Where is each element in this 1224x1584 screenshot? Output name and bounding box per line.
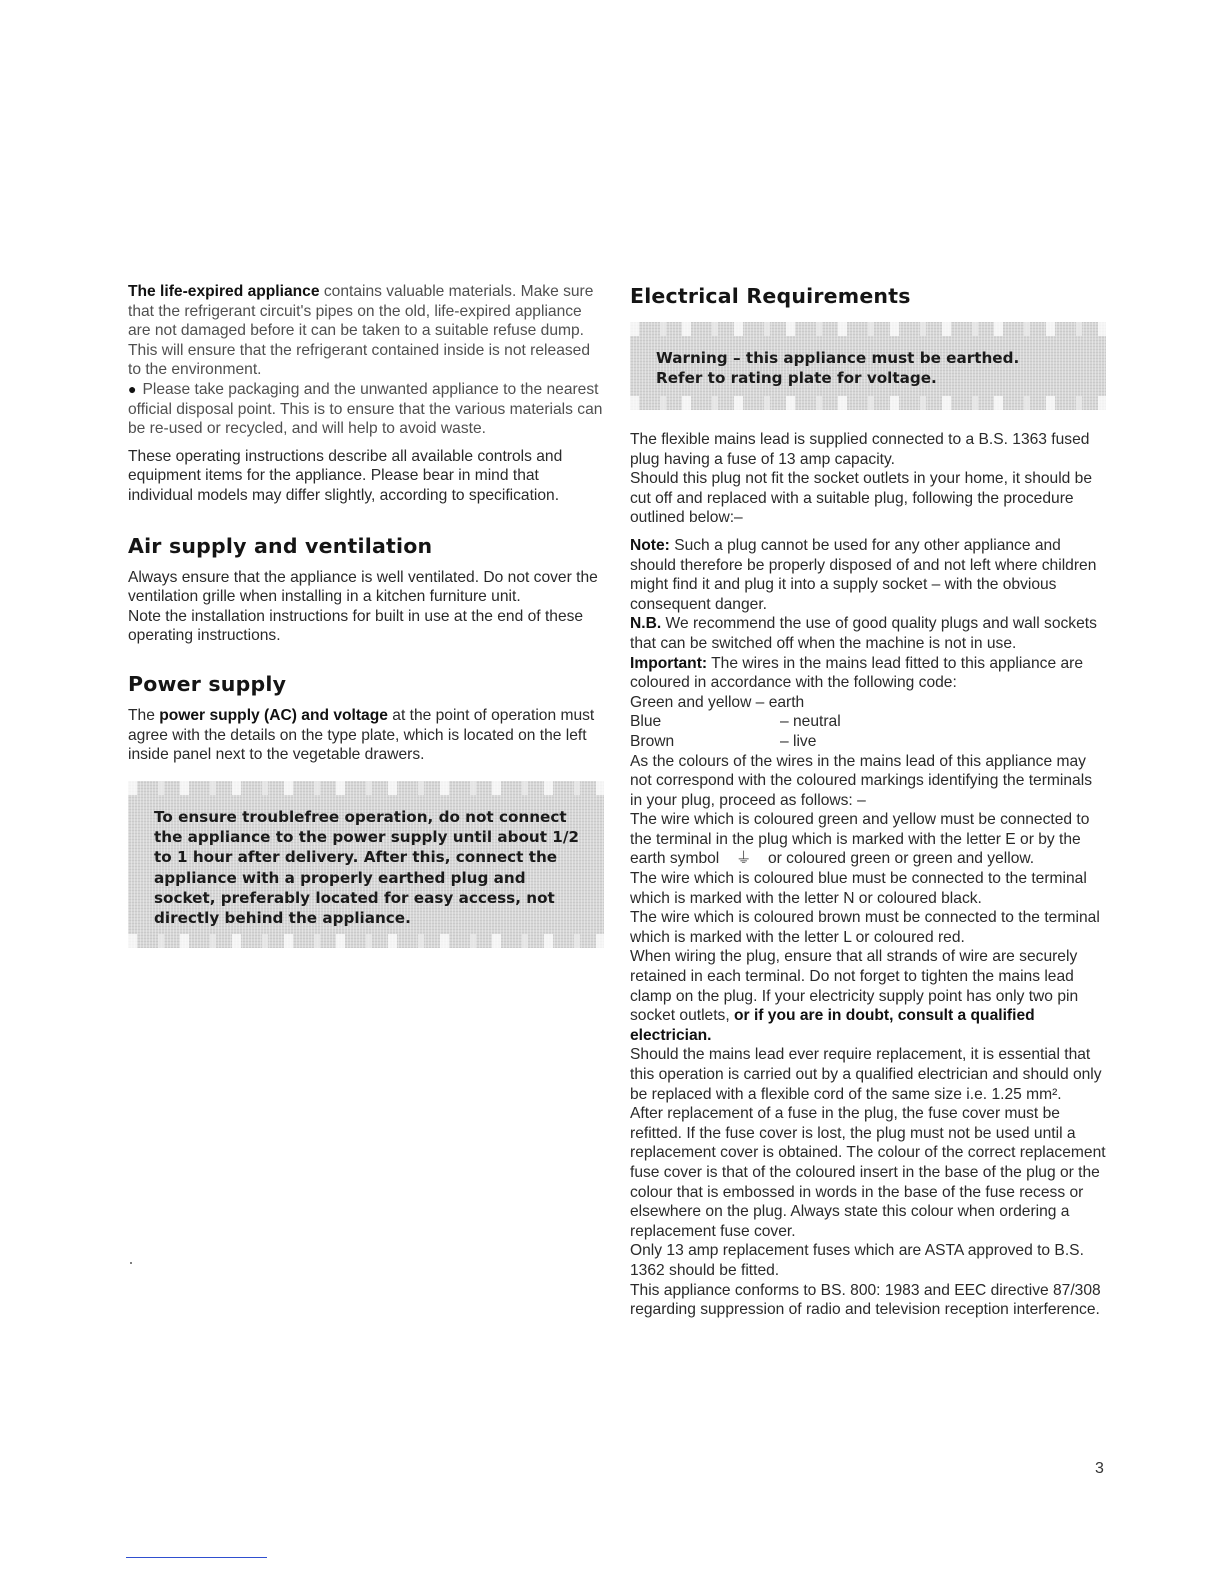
brown-wire-paragraph: The wire which is coloured brown must be connected to the terminal which is marked with the letter L or coloured red. (630, 909, 1100, 946)
print-speck (130, 1262, 132, 1264)
earthing-warning-box (630, 322, 1106, 410)
installation-warning-text: To ensure troublefree operation, do not connect the appliance to the power supply until about 1/2 to 1 hour after delivery. After this, connect the appliance with a properly earthed plug and socket, preferably located for easy access, not directly behind the appliance. (154, 807, 579, 928)
wiring-paragraph (630, 947, 1108, 1045)
air-supply-heading: Air supply and ventilation (128, 533, 433, 558)
air-supply-paragraph: Always ensure that the appliance is well ventilated. Do not cover the ventilation grille when installing in a kitchen furniture unit. (128, 568, 598, 606)
nb-label: N.B. (630, 615, 662, 633)
right-column (630, 282, 1108, 1320)
note-paragraph (630, 536, 1108, 614)
disposal-lead: The life-expired appliance (128, 283, 320, 300)
code-colour: Brown (630, 732, 675, 750)
code-colour: Blue (630, 713, 662, 731)
important-text: The wires in the mains lead fitted to this appliance are coloured in accordance with the following code: (630, 654, 1083, 692)
power-supply-bold: power supply (AC) and voltage (159, 706, 388, 724)
fuse-approval-paragraph: Only 13 amp replacement fuses which are ASTA approved to B.S. 1362 should be fitted. (630, 1242, 1084, 1279)
electrical-requirements-heading: Electrical Requirements (630, 284, 911, 308)
earth-wire-text-end: or coloured green or green and yellow. (767, 850, 1035, 868)
bullet-icon: ● (128, 380, 137, 397)
code-earth-line: Green and yellow – earth (630, 693, 805, 711)
code-row-neutral (630, 712, 1108, 732)
footer-rule (126, 1557, 267, 1558)
installation-note-paragraph: Note the installation instructions for built in use at the end of these operating instructions. (128, 607, 584, 645)
code-meaning: – neutral (780, 713, 841, 731)
packaging-paragraph (128, 380, 604, 439)
left-column (128, 282, 604, 948)
nb-paragraph (630, 614, 1108, 653)
disposal-paragraph (128, 282, 604, 380)
important-label: Important: (630, 654, 708, 672)
blue-wire-paragraph: The wire which is coloured blue must be connected to the terminal which is marked with the letter N or coloured black. (630, 870, 1087, 907)
nb-text: We recommend the use of good quality plugs and wall sockets that can be switched off when the machine is not in use. (630, 615, 1097, 652)
instructions-paragraph: These operating instructions describe all available controls and equipment items for the appliance. Please bear in mind that individual models may differ slightly, according to specification. (128, 447, 563, 504)
power-supply-post: at the point of operation must agree with the details on the type plate, which is located on the left inside panel next to the vegetable drawers. (128, 706, 595, 764)
lead-replacement-paragraph: Should the mains lead ever require replacement, it is essential that this operation is carried out by a qualified electrician and should only be replaced with a flexible cord of the same size i.e. 1.25 mm². (630, 1046, 1102, 1103)
page-number: 3 (1095, 1460, 1104, 1477)
earthing-warning-line: Warning – this appliance must be earthed. (656, 349, 1020, 367)
installation-warning-box (128, 781, 604, 949)
disposal-text: contains valuable materials. Make sure that the refrigerant circuit's pipes on the old, life-expired appliance are not damaged before it can be taken to a suitable refuse dump. This will ensure that the refrigerant contained inside is not released to the environment. (128, 283, 594, 379)
code-row-live (630, 732, 1108, 752)
earth-symbol-icon: ⏚ (735, 850, 752, 868)
packaging-text: Please take packaging and the unwanted appliance to the nearest official disposal point. This is to ensure that the various materials can be re-used or recycled, and will help to avoid waste. (128, 380, 603, 438)
conformity-paragraph: This appliance conforms to BS. 800: 1983 and EEC directive 87/308 regarding suppression of radio and television reception interference. (630, 1281, 1101, 1319)
mains-lead-paragraph: The flexible mains lead is supplied connected to a B.S. 1363 fused plug having a fuse of 13 amp capacity. (630, 431, 1090, 468)
terminal-intro-paragraph: As the colours of the wires in the mains lead of this appliance may not correspond with the coloured markings identifying the terminals in your plug, proceed as follows: – (630, 752, 1092, 809)
note-text: Such a plug cannot be used for any other appliance and should therefore be properly disposed of and not left where children might find it and plug it into a supply socket – with the obvious consequent danger. (630, 536, 1097, 613)
important-paragraph (630, 654, 1108, 693)
power-supply-heading: Power supply (128, 671, 287, 696)
note-label: Note: (630, 536, 670, 554)
power-supply-pre: The (128, 706, 160, 724)
voltage-warning-line: Refer to rating plate for voltage. (656, 369, 937, 387)
earth-wire-text: The wire which is coloured green and yellow must be connected to the terminal in the plug which is marked with the letter E or by the earth symbol (630, 811, 1090, 868)
plug-replacement-paragraph: Should this plug not fit the socket outlets in your home, it should be cut off and replaced with a suitable plug, following the procedure outlined below:– (630, 470, 1093, 527)
power-supply-paragraph (128, 706, 604, 765)
wiring-text: When wiring the plug, ensure that all strands of wire are securely retained in each terminal. Do not forget to tighten the mains lead clamp on the plug. If your electricity supply point has only two pin socket outlets, (630, 948, 1079, 1025)
code-meaning: – live (780, 732, 817, 750)
electrician-advice: or if you are in doubt, consult a qualified electrician. (630, 1007, 1035, 1044)
fuse-cover-paragraph: After replacement of a fuse in the plug, the fuse cover must be refitted. If the fuse cover is lost, the plug must not be used until a replacement cover is obtained. The colour of the correct replacement fuse cover is that of the coloured insert in the base of the plug or the colour that is embossed in words in the base of the fuse recess or elsewhere on the plug. Always state this colour when ordering a replacement fuse cover. (630, 1105, 1106, 1240)
earth-wire-paragraph (630, 810, 1108, 869)
